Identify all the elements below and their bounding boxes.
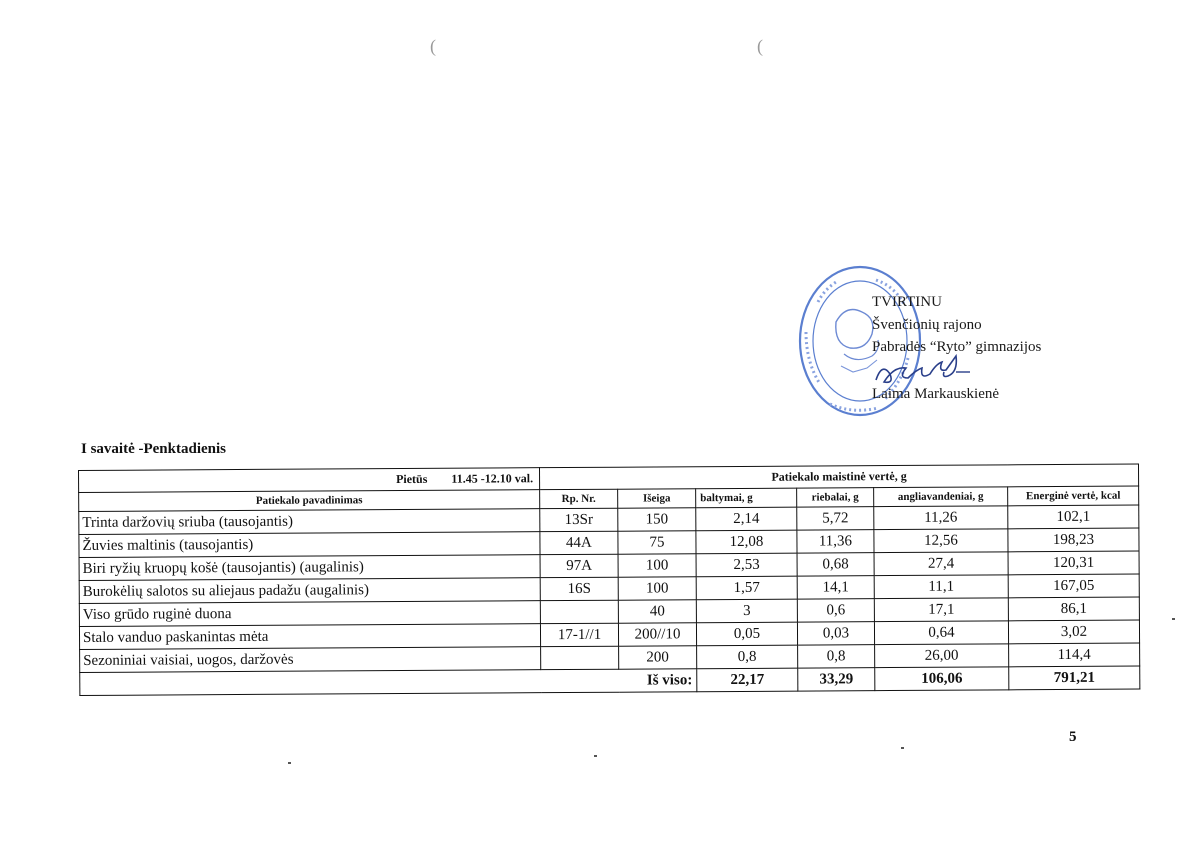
- protein-value: 1,57: [696, 576, 797, 600]
- col-header-name: Patiekalo pavadinimas: [79, 490, 540, 512]
- page-number: 5: [1069, 729, 1077, 745]
- yield-value: 40: [618, 600, 696, 623]
- carbs-value: 27,4: [874, 552, 1008, 576]
- scan-speck: [288, 762, 291, 764]
- yield-value: 200//10: [618, 623, 696, 646]
- energy-value: 3,02: [1008, 620, 1139, 644]
- dish-name: Žuvies maltinis (tausojantis): [79, 532, 540, 558]
- scan-speck: [1172, 618, 1175, 620]
- recipe-number: 97A: [540, 554, 618, 577]
- carbs-value: 11,26: [874, 506, 1008, 530]
- protein-value: 2,14: [696, 507, 797, 531]
- fat-value: 0,6: [797, 599, 874, 622]
- protein-value: 12,08: [696, 530, 797, 554]
- energy-value: 198,23: [1008, 528, 1139, 552]
- recipe-number: 17-1//1: [540, 623, 618, 646]
- protein-value: 3: [696, 599, 797, 623]
- fat-value: 0,68: [797, 553, 874, 576]
- recipe-number: 44A: [540, 531, 618, 554]
- energy-value: 86,1: [1008, 597, 1139, 621]
- handwritten-signature: [872, 354, 1012, 390]
- dish-name: Trinta daržovių sriuba (tausojantis): [79, 509, 540, 535]
- total-protein: 22,17: [697, 668, 798, 692]
- approval-line-1: TVIRTINU: [872, 294, 942, 310]
- carbs-value: 0,64: [874, 621, 1008, 645]
- dish-name: Viso grūdo ruginė duona: [79, 601, 540, 627]
- dish-name: Stalo vanduo paskanintas mėta: [79, 624, 540, 650]
- col-header-carbs: angliavandeniai, g: [874, 487, 1008, 507]
- approver-name: Laima Markauskienė: [872, 385, 1000, 402]
- scan-speck: [901, 747, 904, 749]
- protein-value: 2,53: [696, 553, 797, 577]
- scan-speck: [594, 755, 597, 757]
- fat-value: 11,36: [797, 530, 874, 553]
- energy-value: 102,1: [1008, 505, 1139, 529]
- week-day-title: I savaitė -Penktadienis: [81, 441, 227, 457]
- yield-value: 100: [618, 577, 696, 600]
- nutrition-group-header: Patiekalo maistinė vertė, g: [539, 464, 1138, 490]
- yield-value: 150: [618, 508, 696, 531]
- total-fat: 33,29: [798, 668, 875, 691]
- protein-value: 0,8: [697, 645, 798, 669]
- col-header-fat: riebalai, g: [797, 488, 874, 507]
- total-carbs: 106,06: [875, 667, 1009, 691]
- total-energy: 791,21: [1009, 666, 1140, 690]
- fat-value: 0,03: [797, 622, 874, 645]
- fat-value: 14,1: [797, 576, 874, 599]
- meal-cell: [79, 468, 540, 493]
- col-header-yield: Išeiga: [618, 489, 696, 508]
- col-header-energy: Energinė vertė, kcal: [1008, 486, 1139, 506]
- approval-line-2: Švenčionių rajono: [872, 316, 982, 333]
- carbs-value: 12,56: [874, 529, 1008, 553]
- totals-label: Iš viso:: [541, 669, 697, 693]
- recipe-number: 16S: [540, 577, 618, 600]
- totals-spacer: [80, 670, 541, 696]
- meal-label: Pietūs: [396, 471, 428, 487]
- yield-value: 75: [618, 531, 696, 554]
- carbs-value: 17,1: [874, 598, 1008, 622]
- energy-value: 167,05: [1008, 574, 1139, 598]
- dish-name: Burokėlių salotos su aliejaus padažu (augalinis): [79, 578, 540, 604]
- recipe-number: [540, 600, 618, 623]
- dish-name: Biri ryžių kruopų košė (tausojantis) (augalinis): [79, 555, 540, 581]
- dish-name: Sezoniniai vaisiai, uogos, daržovės: [80, 647, 541, 673]
- menu-table: [78, 464, 1140, 696]
- yield-value: 200: [619, 646, 697, 669]
- fat-value: 0,8: [798, 645, 875, 668]
- carbs-value: 11,1: [874, 575, 1008, 599]
- scan-mark: (: [430, 36, 436, 56]
- carbs-value: 26,00: [875, 644, 1009, 668]
- energy-value: 120,31: [1008, 551, 1139, 575]
- meal-time: 11.45 -12.10 val.: [451, 471, 534, 486]
- approval-line-3: Pabradės “Ryto” gimnazijos: [872, 339, 1042, 355]
- recipe-number: [541, 646, 619, 669]
- yield-value: 100: [618, 554, 696, 577]
- energy-value: 114,4: [1009, 643, 1140, 667]
- scan-mark: (: [757, 36, 763, 56]
- fat-value: 5,72: [797, 507, 874, 530]
- col-header-rp: Rp. Nr.: [540, 489, 618, 508]
- recipe-number: 13Sr: [540, 508, 618, 531]
- protein-value: 0,05: [696, 622, 797, 646]
- col-header-protein: baltymai, g: [696, 488, 797, 508]
